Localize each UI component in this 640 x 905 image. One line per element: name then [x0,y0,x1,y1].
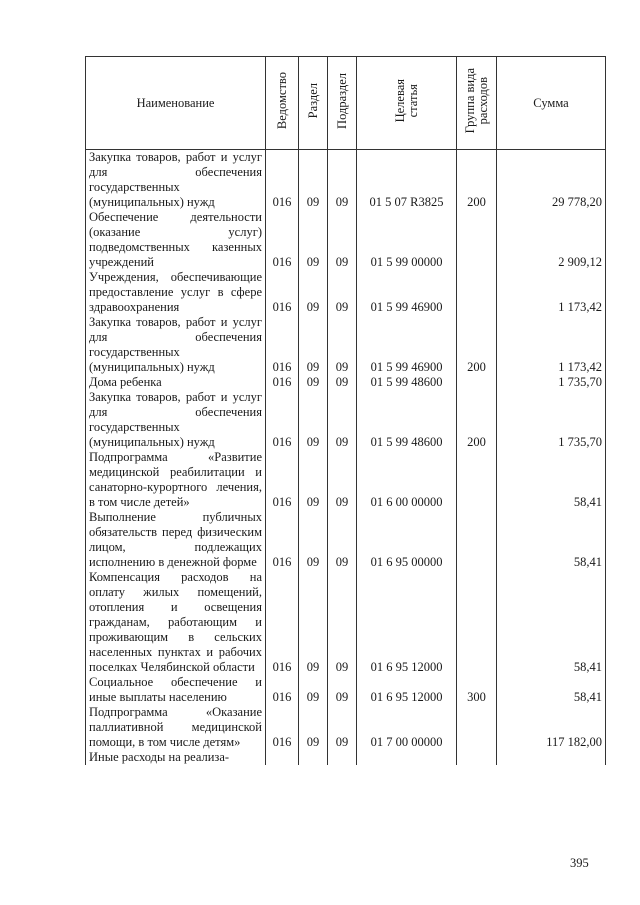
row-celevaya: 01 6 00 00000 [357,450,457,510]
row-gruppa [457,375,497,390]
header-gruppa: Группа вида расходов [457,57,497,150]
row-name: Учреждения, обеспечивающие предоставление услуг в сфере здравоохранения [86,270,266,315]
table-row [86,450,606,510]
row-summa: 58,41 [497,510,606,570]
row-razdel: 09 [299,450,328,510]
row-vedomstvo: 016 [266,570,299,675]
row-vedomstvo: 016 [266,315,299,375]
page-number: 395 [570,856,589,870]
header-vedomstvo: Ведомство [266,57,299,150]
row-celevaya: 01 5 99 46900 [357,270,457,315]
row-gruppa [457,450,497,510]
row-gruppa [457,705,497,750]
header-celevaya: Целевая статья [357,57,457,150]
row-vedomstvo: 016 [266,450,299,510]
row-summa: 29 778,20 [497,150,606,211]
row-vedomstvo: 016 [266,270,299,315]
row-summa [497,750,606,765]
budget-sheet [85,56,605,846]
row-summa: 58,41 [497,570,606,675]
row-razdel: 09 [299,375,328,390]
row-name: Выполнение публичных обязательств перед физическим лицом, подлежащих исполнению в денежной форме [86,510,266,570]
row-celevaya: 01 5 07 R3825 [357,150,457,211]
table-row [86,510,606,570]
row-vedomstvo: 016 [266,705,299,750]
row-razdel: 09 [299,270,328,315]
row-summa: 1 735,70 [497,375,606,390]
row-name: Социальное обеспечение и иные выплаты населению [86,675,266,705]
row-gruppa [457,270,497,315]
row-gruppa [457,510,497,570]
row-podrazdel: 09 [328,375,357,390]
row-summa: 58,41 [497,450,606,510]
row-gruppa [457,210,497,270]
row-podrazdel: 09 [328,210,357,270]
row-summa: 1 735,70 [497,390,606,450]
table-row [86,750,606,765]
table-row [86,270,606,315]
table-row [86,315,606,375]
row-razdel: 09 [299,510,328,570]
row-vedomstvo: 016 [266,375,299,390]
row-name: Закупка товаров, работ и услуг для обеспечения государственных (муниципальных) нужд [86,315,266,375]
row-podrazdel: 09 [328,705,357,750]
table-row [86,675,606,705]
table-row [86,375,606,390]
row-podrazdel: 09 [328,570,357,675]
row-summa: 1 173,42 [497,315,606,375]
table-row [86,570,606,675]
table-row [86,390,606,450]
row-celevaya: 01 6 95 12000 [357,570,457,675]
row-razdel: 09 [299,390,328,450]
row-gruppa [457,750,497,765]
row-name: Закупка товаров, работ и услуг для обеспечения государственных (муниципальных) нужд [86,390,266,450]
row-razdel [299,750,328,765]
row-name: Обеспечение деятельности (оказание услуг) подведомственных казенных учреждений [86,210,266,270]
row-podrazdel: 09 [328,675,357,705]
row-gruppa: 200 [457,390,497,450]
row-razdel: 09 [299,150,328,211]
row-celevaya: 01 5 99 46900 [357,315,457,375]
row-vedomstvo: 016 [266,210,299,270]
header-podrazdel: Подраздел [328,57,357,150]
row-celevaya: 01 5 99 48600 [357,375,457,390]
row-podrazdel: 09 [328,450,357,510]
row-podrazdel: 09 [328,315,357,375]
row-celevaya: 01 7 00 00000 [357,705,457,750]
header-row [86,57,606,150]
header-summa: Сумма [497,57,606,150]
row-celevaya: 01 5 99 48600 [357,390,457,450]
row-gruppa: 300 [457,675,497,705]
row-vedomstvo: 016 [266,675,299,705]
row-celevaya: 01 5 99 00000 [357,210,457,270]
row-celevaya: 01 6 95 12000 [357,675,457,705]
row-celevaya: 01 6 95 00000 [357,510,457,570]
row-summa: 58,41 [497,675,606,705]
row-summa: 2 909,12 [497,210,606,270]
table-row [86,150,606,211]
row-razdel: 09 [299,315,328,375]
header-name: Наименование [86,57,266,150]
row-name: Иные расходы на реализа- [86,750,266,765]
row-summa: 1 173,42 [497,270,606,315]
row-gruppa: 200 [457,315,497,375]
row-name: Подпрограмма «Оказание паллиативной медицинской помощи, в том числе детям» [86,705,266,750]
row-razdel: 09 [299,210,328,270]
header-razdel: Раздел [299,57,328,150]
row-name: Компенсация расходов на оплату жилых помещений, отопления и освещения гражданам, работающим и проживающим в сельских населенных пунктах и рабочих поселках Челябинской области [86,570,266,675]
table-row [86,210,606,270]
row-vedomstvo [266,750,299,765]
row-razdel: 09 [299,705,328,750]
row-vedomstvo: 016 [266,510,299,570]
row-name: Дома ребенка [86,375,266,390]
row-gruppa: 200 [457,150,497,211]
row-vedomstvo: 016 [266,150,299,211]
row-razdel: 09 [299,675,328,705]
row-name: Закупка товаров, работ и услуг для обеспечения государственных (муниципальных) нужд [86,150,266,211]
row-razdel: 09 [299,570,328,675]
row-podrazdel [328,750,357,765]
table-row [86,705,606,750]
budget-table [85,56,606,765]
row-celevaya [357,750,457,765]
row-summa: 117 182,00 [497,705,606,750]
row-name: Подпрограмма «Развитие медицинской реабилитации и санаторно-курортного лечения, в том числе детей» [86,450,266,510]
row-podrazdel: 09 [328,150,357,211]
row-gruppa [457,570,497,675]
row-podrazdel: 09 [328,390,357,450]
row-podrazdel: 09 [328,270,357,315]
row-podrazdel: 09 [328,510,357,570]
row-vedomstvo: 016 [266,390,299,450]
